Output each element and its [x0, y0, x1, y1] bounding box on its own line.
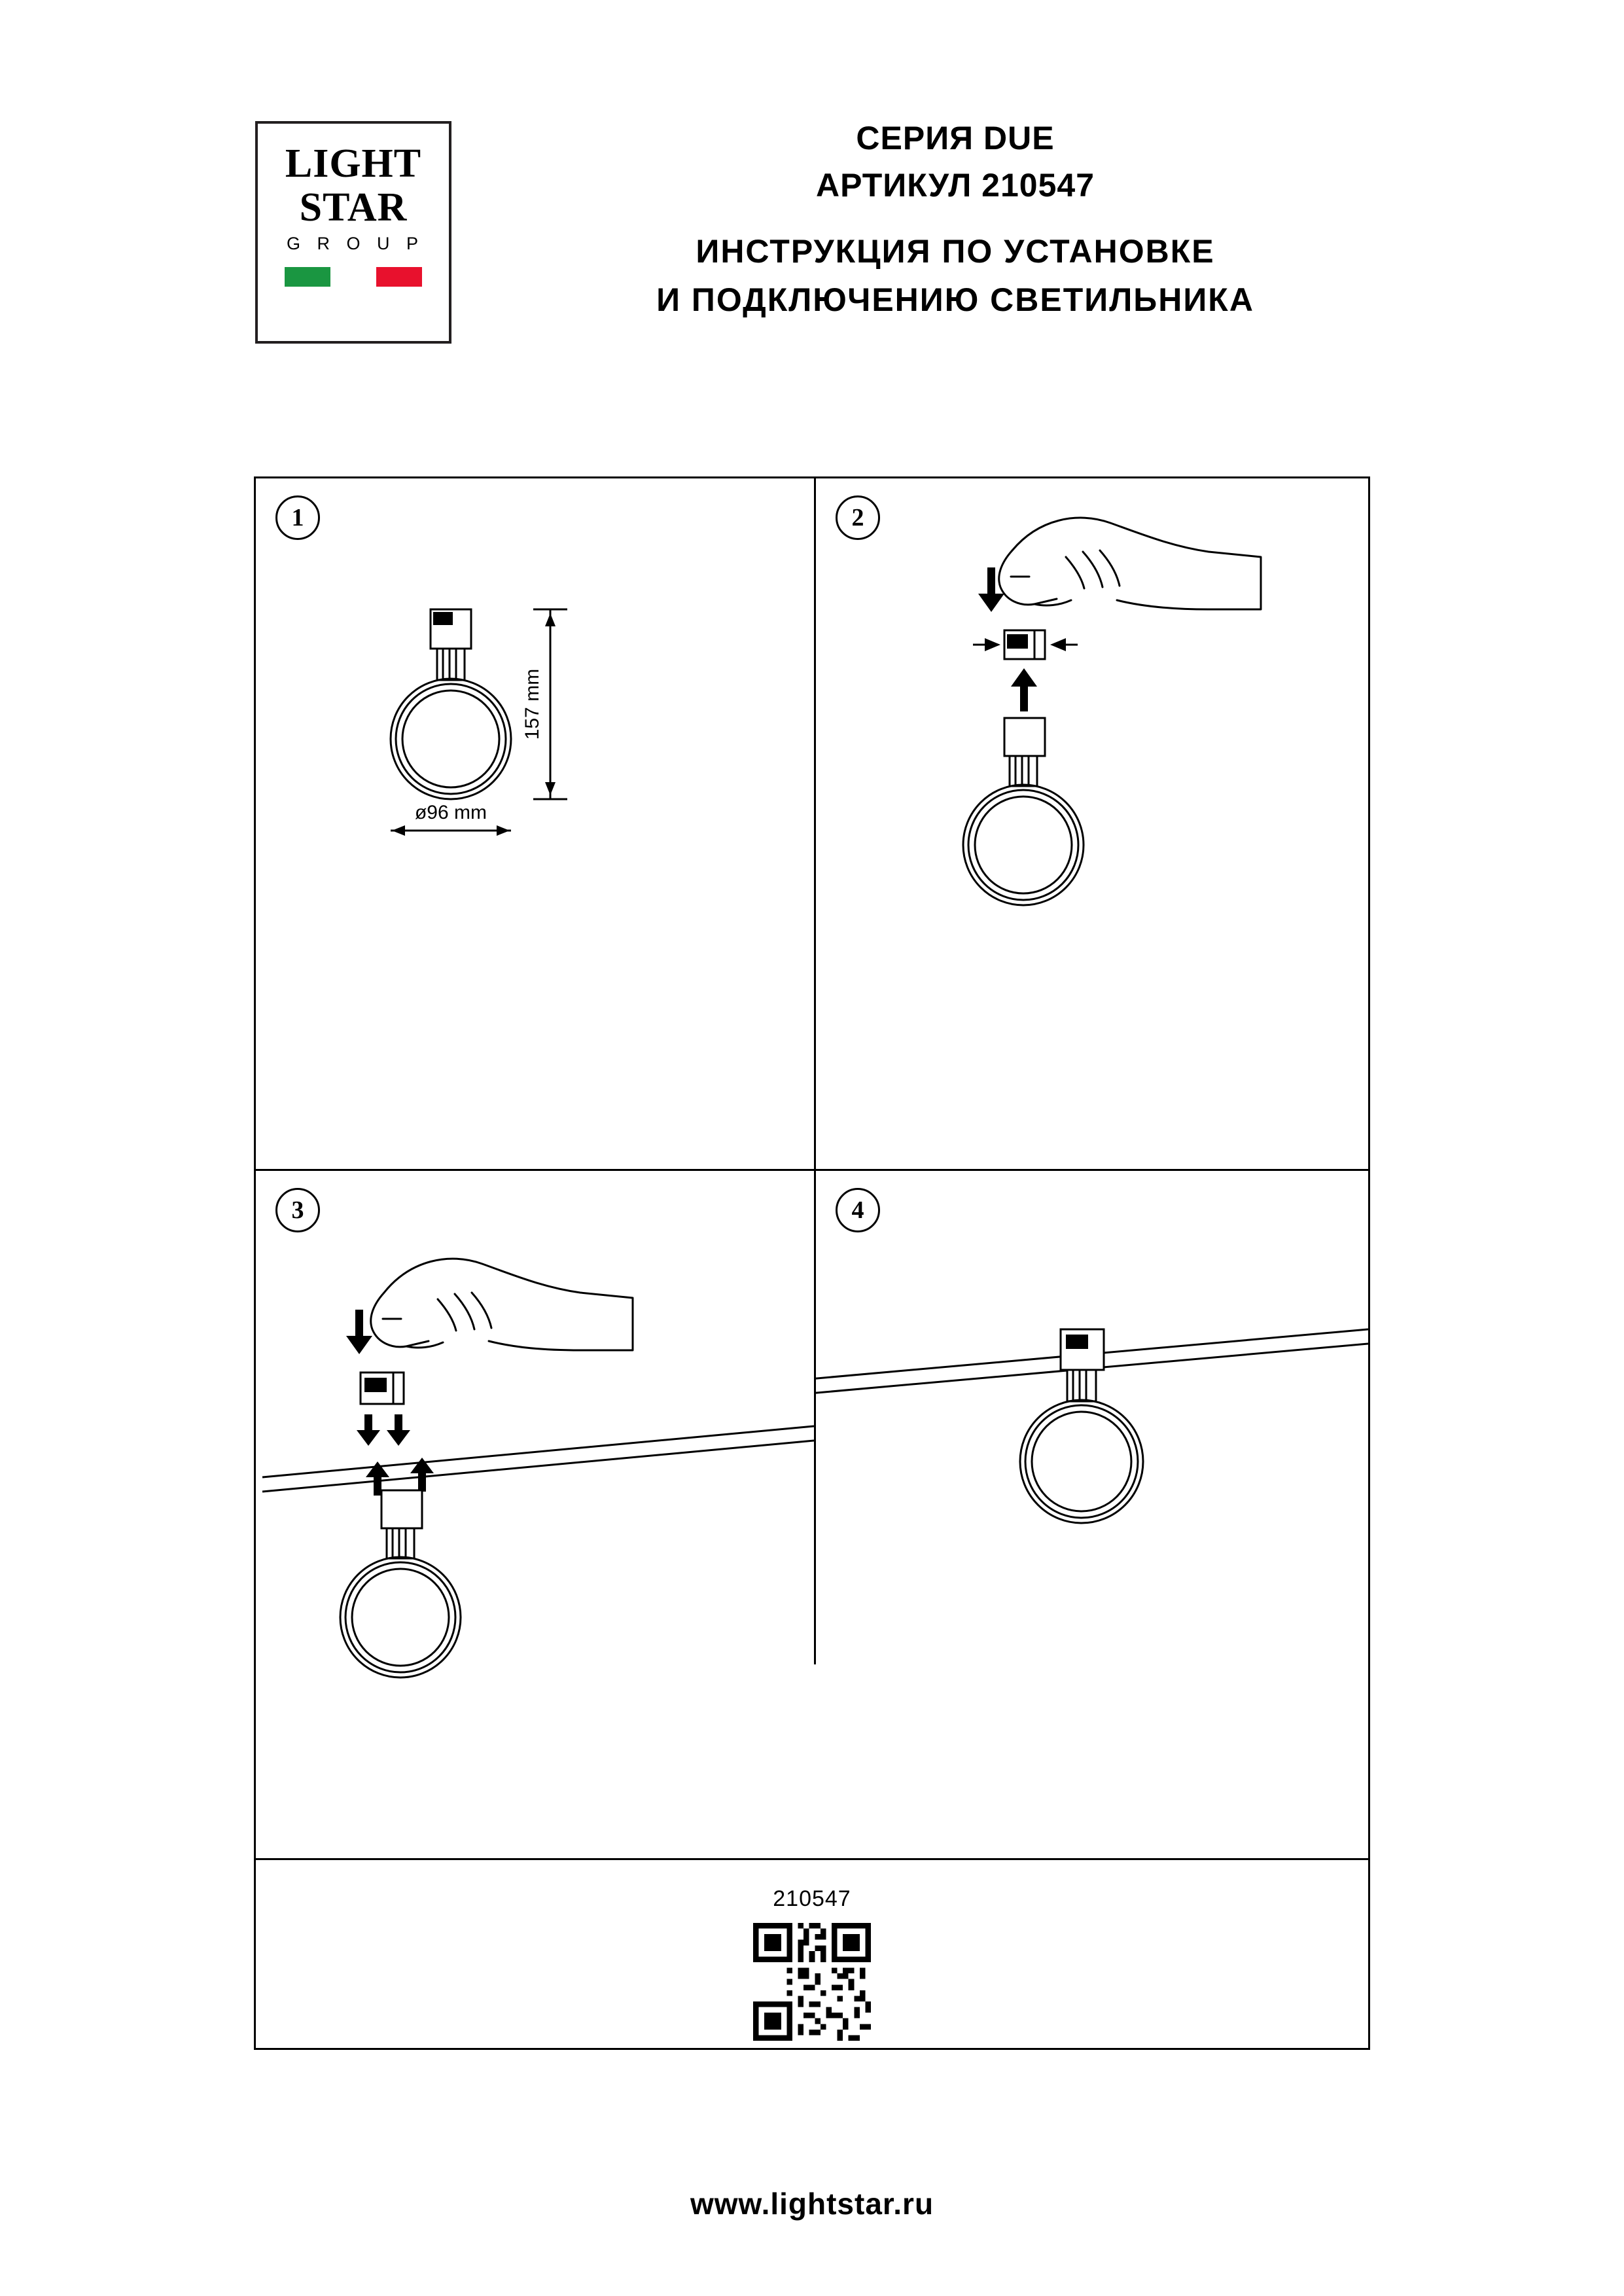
- instruction-title-line2: И ПОДКЛЮЧЕНИЮ СВЕТИЛЬНИКА: [656, 281, 1254, 318]
- header-title-block: [497, 115, 1413, 324]
- italian-flag-icon: [285, 267, 422, 287]
- step-panel-1: [256, 478, 814, 1169]
- instruction-title-line1: ИНСТРУКЦИЯ ПО УСТАНОВКЕ: [696, 233, 1215, 270]
- step-number-4: 4: [836, 1188, 880, 1232]
- logo-text-light: LIGHT: [285, 141, 422, 186]
- page-header: [0, 115, 1624, 376]
- logo-text-star: STAR: [299, 185, 408, 230]
- lightstar-logo: [255, 121, 451, 344]
- logo-text-group: G R O U P: [286, 234, 424, 253]
- step-panel-4: [816, 1171, 1368, 1858]
- step-number-2: 2: [836, 495, 880, 540]
- product-code-text: 210547: [773, 1886, 851, 1911]
- step-number-3: 3: [275, 1188, 320, 1232]
- footer-website: www.lightstar.ru: [690, 2187, 934, 2221]
- step-panel-2: [816, 478, 1368, 1169]
- instruction-panels-frame: [254, 476, 1370, 2050]
- step-4-illustration: [816, 1171, 1368, 1858]
- step-3-illustration: [256, 1171, 814, 1858]
- series-title: СЕРИЯ DUE: [856, 120, 1055, 156]
- step-number-1: 1: [275, 495, 320, 540]
- svg-text:ø96 mm: ø96 mm: [414, 802, 487, 823]
- step-2-illustration: [816, 478, 1368, 1169]
- step-1-illustration: [256, 478, 814, 1169]
- qr-code-image: [753, 1923, 871, 2041]
- step-panel-3: [256, 1171, 814, 1858]
- product-code-panel: [256, 1860, 1368, 2050]
- svg-text:157 mm: 157 mm: [521, 668, 543, 740]
- article-number: АРТИКУЛ 210547: [815, 167, 1095, 204]
- qr-code: [753, 1923, 871, 2041]
